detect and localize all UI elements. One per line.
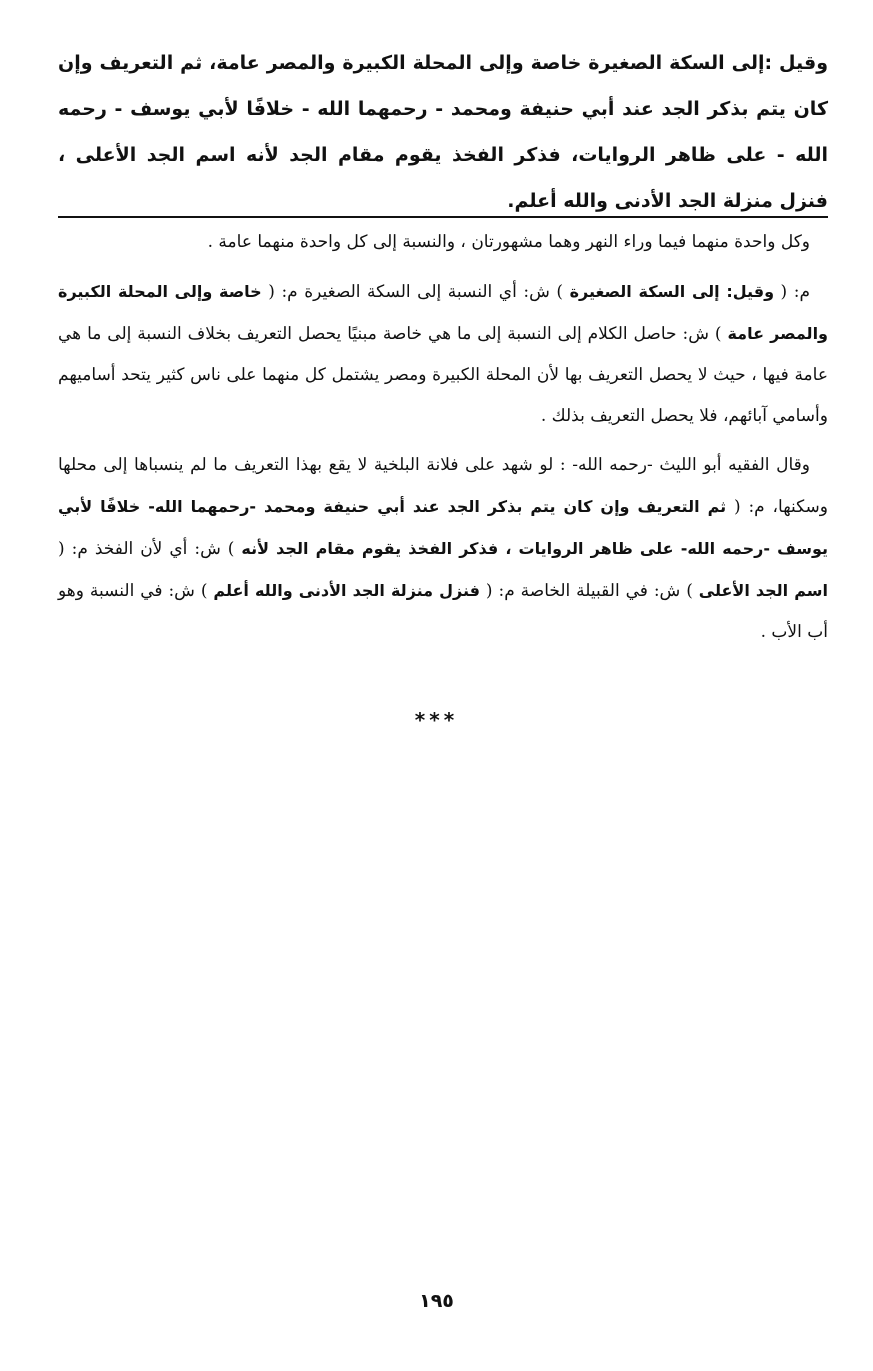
commentary-section [58,222,828,661]
commentary-text: ) ش: في النسبة وهو أب الأب . [58,581,828,642]
commentary-paragraph-2 [58,271,828,437]
commentary-text: ) ش: حاصل الكلام إلى النسبة إلى ما هي خاصة مبنيًا يحصل التعريف بخلاف النسبة إلى ما هي عامة فيها ، حيث لا يحصل التعريف بها لأن المحلة الكبيرة ومصر يشتمل كل منهما على ناس كثير يتحد أساميهم وأسامي آبائهم، فلا يحصل التعريف بذلك . [58,324,828,426]
commentary-text: ) ش: أي لأن الفخذ م: ( [58,539,242,559]
commentary-paragraph-1: وكل واحدة منهما فيما وراء النهر وهما مشهورتان ، والنسبة إلى كل واحدة منهما عامة . [207,232,810,252]
matn-quote: ثم التعريف وإن كان يتم بذكر الجد عند أبي حنيفة ومحمد -رحمهما الله- خلافًا لأبي يوسف -رحمه الله- على ظاهر الروايات ، فذكر الفخذ يقوم مقام الجد لأنه [58,497,828,558]
commentary-text: ) ش: أي النسبة إلى السكة الصغيرة م: ( [261,282,570,302]
matn-marker: م: ( [774,282,810,302]
page-number: ١٩٥ [419,1290,454,1312]
main-text-paragraph: وقيل :إلى السكة الصغيرة خاصة وإلى المحلة الكبيرة والمصر عامة، ثم التعريف وإن كان يتم بذكر الجد عند أبي حنيفة ومحمد - رحمهما الله - خلافًا لأبي يوسف - رحمه الله - على ظاهر الروايات، فذكر الفخذ يقوم مقام الجد لأنه اسم الجد الأعلى ، فنزل منزلة الجد الأدنى والله أعلم. [58,52,828,212]
commentary-paragraph-3 [58,445,828,653]
matn-quote: وقيل: إلى السكة الصغيرة [569,282,775,301]
matn-quote: خاصة وإلى المحلة الكبيرة والمصر عامة [58,282,828,343]
matn-quote: فنزل منزلة الجد الأدنى والله أعلم [213,581,481,600]
section-separator: *** [414,708,459,732]
commentary-text: وقال الفقيه أبو الليث -رحمه الله- : لو شهد على فلانة البلخية لا يقع بهذا التعريف ما لم ينسباها إلى محلها وسكنها، م: ( [58,455,828,517]
matn-quote: اسم الجد الأعلى [698,581,829,600]
footnote-divider [58,216,828,218]
commentary-text: ) ش: في القبيلة الخاصة م: ( [480,581,699,601]
